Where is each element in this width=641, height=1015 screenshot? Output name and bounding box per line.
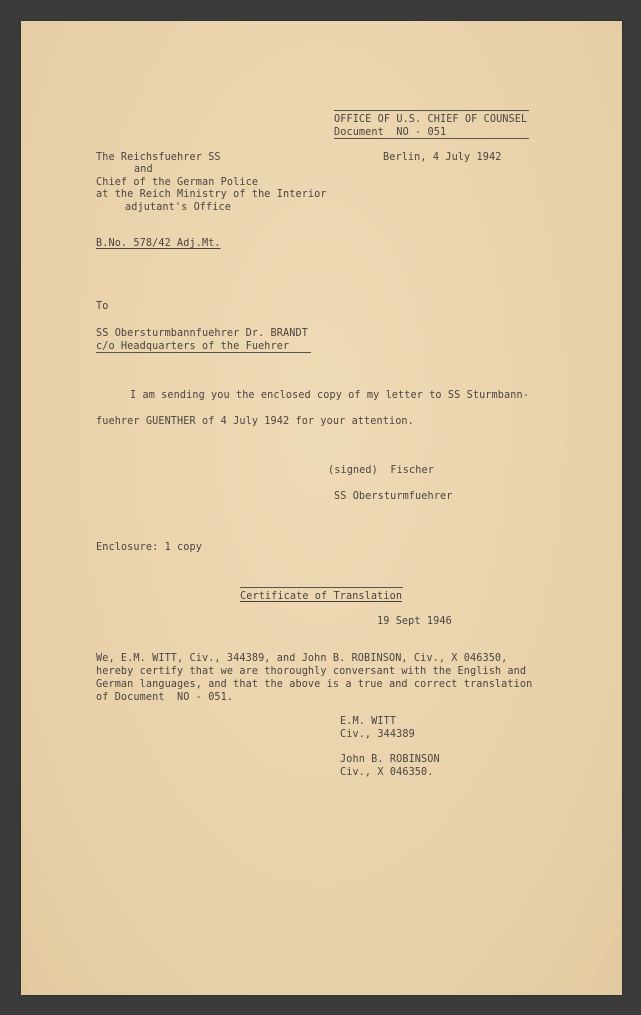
recipient-line-1: SS Obersturmbannfuehrer Dr. BRANDT <box>96 328 308 339</box>
signature-signed: (signed) Fischer <box>328 465 434 476</box>
translator-1-name: E.M. WITT <box>340 716 397 727</box>
certificate-date: 19 Sept 1946 <box>377 616 452 627</box>
recipient-underline <box>96 352 311 353</box>
translator-2-name: John B. ROBINSON <box>340 754 440 765</box>
certificate-line-2: hereby certify that we are thoroughly conversant with the English and <box>96 666 527 677</box>
sender-line-2: and <box>134 164 153 175</box>
header-top-rule <box>334 110 529 111</box>
body-line-2: fuehrer GUENTHER of 4 July 1942 for your attention. <box>96 416 414 427</box>
sender-line-5: adjutant's Office <box>125 202 231 213</box>
signature-rank: SS Obersturmfuehrer <box>334 491 453 502</box>
sender-line-3: Chief of the German Police <box>96 177 259 188</box>
body-line-1: I am sending you the enclosed copy of my letter to SS Sturmbann- <box>130 390 529 401</box>
recipient-line-2: c/o Headquarters of the Fuehrer <box>96 341 290 352</box>
sender-line-4: at the Reich Ministry of the Interior <box>96 189 327 200</box>
certificate-line-3: German languages, and that the above is a true and correct translation <box>96 679 533 690</box>
enclosure-note: Enclosure: 1 copy <box>96 542 202 553</box>
certificate-line-4: of Document NO - 051. <box>96 692 234 703</box>
office-heading: OFFICE OF U.S. CHIEF OF COUNSEL <box>334 114 528 125</box>
header-bottom-rule <box>334 138 529 139</box>
sender-line-1: The Reichsfuehrer SS <box>96 152 221 163</box>
place-date: Berlin, 4 July 1942 <box>383 152 502 163</box>
document-number: Document NO - 051 <box>334 127 447 138</box>
document-page <box>21 21 622 995</box>
translator-2-id: Civ., X 046350. <box>340 767 434 778</box>
certificate-top-rule <box>240 587 403 588</box>
translator-1-id: Civ., 344389 <box>340 729 415 740</box>
to-label: To <box>96 301 109 312</box>
certificate-line-1: We, E.M. WITT, Civ., 344389, and John B. ROBINSON, Civ., X 046350, <box>96 653 508 664</box>
reference-number: B.No. 578/42 Adj.Mt. <box>96 238 221 249</box>
certificate-title: Certificate of Translation <box>240 591 403 602</box>
